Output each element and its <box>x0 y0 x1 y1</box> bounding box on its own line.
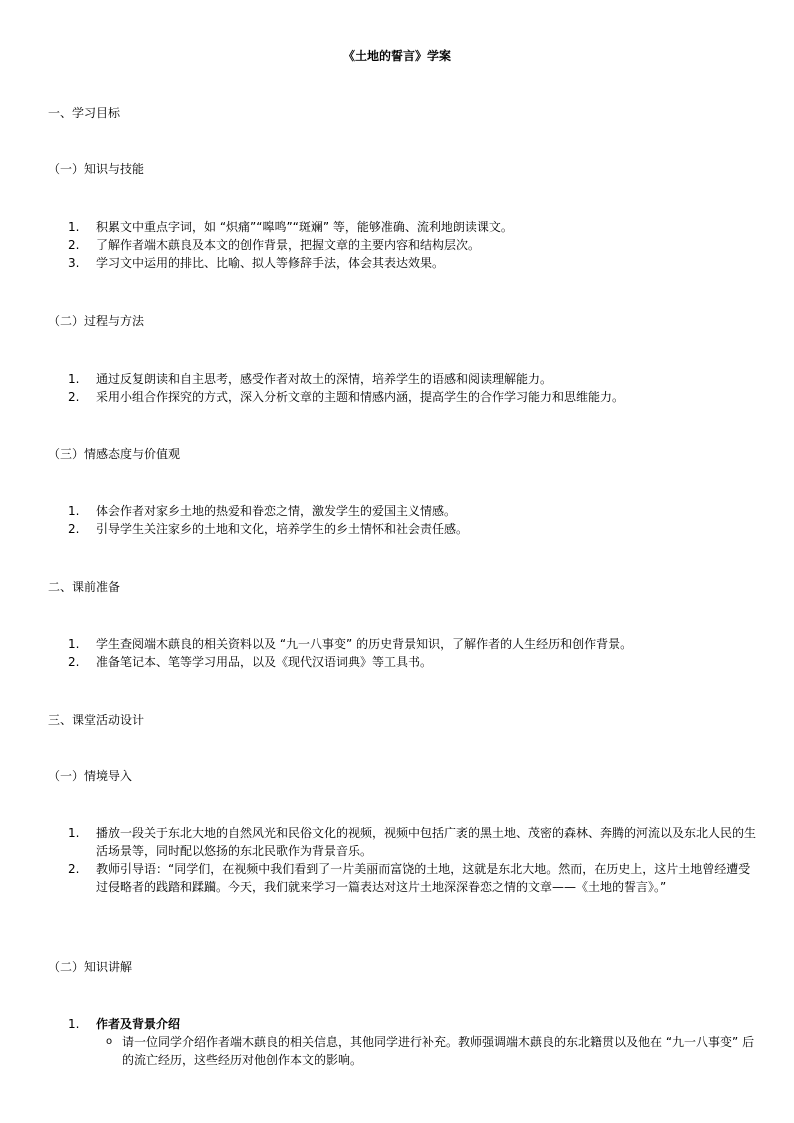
list-item: 2. 采用小组合作探究的方式，深入分析文章的主题和情感内涵，提高学生的合作学习能力和思维能力。 <box>68 390 625 404</box>
section-heading-preparation: 二、课前准备 <box>48 580 121 594</box>
list-item: 1. 积累文中重点字词，如 “炽痛”“嗥鸣”“斑斓” 等，能够准确、流利地朗读课文。 <box>68 220 513 234</box>
list-process-methods <box>68 370 758 406</box>
subheading-knowledge-explain: （二）知识讲解 <box>48 960 133 974</box>
sublist-author-background <box>96 1033 758 1069</box>
list-knowledge-explain <box>68 1015 758 1069</box>
list-item: 1. 学生查阅端木蕻良的相关资料以及 “九一八事变” 的历史背景知识，了解作者的人生经历和创作背景。 <box>68 637 633 651</box>
list-item: 2. 教师引导语：“同学们，在视频中我们看到了一片美丽而富饶的土地，这就是东北大地。然而，在历史上，这片土地曾经遭受过侵略者的践踏和蹂躏。今天，我们就来学习一篇表达对这片土地深深眷恋之情的文章——《土地的誓言》。” <box>68 862 751 894</box>
subheading-emotions-values: （三）情感态度与价值观 <box>48 447 181 461</box>
subheading-scene-intro: （一）情境导入 <box>48 769 133 783</box>
document-title: 《土地的誓言》学案 <box>342 49 451 63</box>
hollow-bullet-icon: o <box>105 1036 113 1047</box>
list-item: 1. 体会作者对家乡土地的热爱和眷恋之情，激发学生的爱国主义情感。 <box>68 504 457 518</box>
section-heading-goals: 一、学习目标 <box>48 106 121 120</box>
section-heading-activities: 三、课堂活动设计 <box>48 713 145 727</box>
list-item: 2. 准备笔记本、笔等学习用品，以及《现代汉语词典》等工具书。 <box>68 655 433 669</box>
subheading-knowledge-skills: （一）知识与技能 <box>48 162 145 176</box>
list-item: 3. 学习文中运用的排比、比喻、拟人等修辞手法，体会其表达效果。 <box>68 256 445 270</box>
list-item: 1. 作者及背景介绍 o 请一位同学介绍作者端木蕻良的相关信息，其他同学进行补充。教师强调端木蕻良的东北籍贯以及他在 “九一八事变” 后的流亡经历，这些经历对他创作本文的影响。 <box>68 1015 758 1069</box>
list-item: 2. 了解作者端木蕻良及本文的创作背景，把握文章的主要内容和结构层次。 <box>68 238 481 252</box>
item-label-author-background: 作者及背景介绍 <box>96 1017 181 1031</box>
list-item: 1. 通过反复朗读和自主思考，感受作者对故土的深情，培养学生的语感和阅读理解能力。 <box>68 372 553 386</box>
list-scene-intro <box>68 824 758 896</box>
subheading-process-methods: （二）过程与方法 <box>48 314 145 328</box>
list-emotions-values <box>68 502 758 538</box>
list-item: o 请一位同学介绍作者端木蕻良的相关信息，其他同学进行补充。教师强调端木蕻良的东北籍贯以及他在 “九一八事变” 后的流亡经历，这些经历对他创作本文的影响。 <box>96 1033 758 1069</box>
list-item: 1. 播放一段关于东北大地的自然风光和民俗文化的视频，视频中包括广袤的黑土地、茂密的森林、奔腾的河流以及东北人民的生活场景等，同时配以悠扬的东北民歌作为背景音乐。 <box>68 826 757 858</box>
list-preparation <box>68 635 758 671</box>
list-item: 2. 引导学生关注家乡的土地和文化，培养学生的乡土情怀和社会责任感。 <box>68 522 469 536</box>
list-knowledge-skills <box>68 218 758 272</box>
